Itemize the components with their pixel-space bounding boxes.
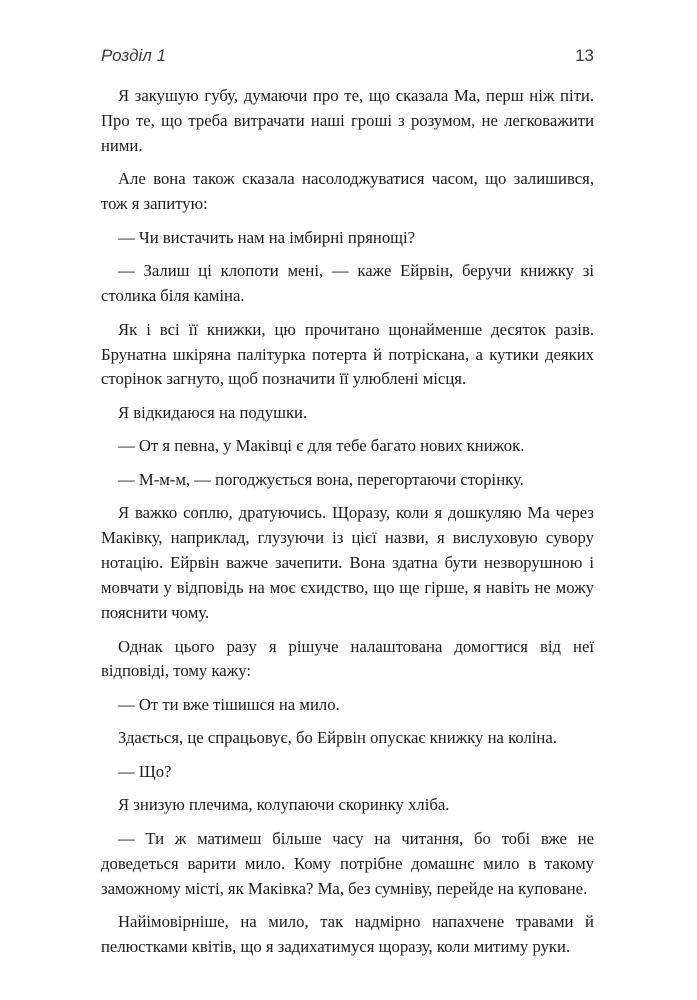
paragraph: — Залиш ці клопоти мені, — каже Ейрвін, беручи книжку зі столика біля каміна. bbox=[101, 261, 594, 306]
page-number: 13 bbox=[575, 46, 594, 65]
paragraph: Найімовірніше, на мило, так надмірно напахчене травами й пелюстками квітів, що я задихатимуся щоразу, коли митиму руки. bbox=[101, 912, 594, 957]
paragraph: Здається, це спрацьовує, бо Ейрвін опускає книжку на коліна. bbox=[118, 728, 557, 748]
paragraph: Я закушую губу, думаючи про те, що сказала Ма, перш ніж піти. Про те, що треба витрачати наші гроші з розумом, не легковажити ними. bbox=[101, 86, 594, 155]
paragraph: Я відкидаюся на подушки. bbox=[118, 402, 308, 422]
paragraph: Я знизую плечима, колупаючи скоринку хліба. bbox=[118, 795, 450, 815]
chapter-title: Розділ 1 bbox=[101, 46, 167, 65]
paragraph: Як і всі її книжки, цю прочитано щонайменше десяток разів. Брунатна шкіряна палітурка потерта й потріскана, а кутики деяких сторінок загнуто, щоб позначити її улюблені місця. bbox=[101, 319, 594, 389]
running-header bbox=[101, 46, 594, 74]
paragraph: — Чи вистачить нам на імбирні прянощі? bbox=[118, 227, 416, 247]
paragraph: Однак цього разу я рішуче налаштована домогтися від неї відповіді, тому кажу: bbox=[101, 636, 594, 681]
paragraph: — От ти вже тішишся на мило. bbox=[118, 694, 340, 714]
paragraph: — М-м-м, — погоджується вона, перегортаючи сторінку. bbox=[118, 469, 524, 489]
paragraph: Я важко соплю, дратуючись. Щоразу, коли я дошкуляю Ма через Маківку, наприклад, глузуючи із цієї назви, я вислуховую сувору нотацію. Ейрвін важче зачепити. Вона здатна бути незворушною і мовчати у відповідь на моє єхидство, що ще гірше, я навіть не можу пояснити чому. bbox=[101, 503, 594, 623]
body-text bbox=[101, 84, 594, 960]
paragraph: — Ти ж матимеш більше часу на читання, бо тобі вже не доведеться варити мило. Кому потрібне домашнє мило в такому заможному місті, як Маківка? Ма, без сумніву, перейде на куповане. bbox=[101, 828, 594, 898]
paragraph: — От я певна, у Маківці є для тебе багато нових книжок. bbox=[118, 436, 525, 456]
paragraph: Але вона також сказала насолоджуватися часом, що залишився, тож я запитую: bbox=[101, 169, 594, 214]
paragraph: — Що? bbox=[118, 761, 172, 781]
